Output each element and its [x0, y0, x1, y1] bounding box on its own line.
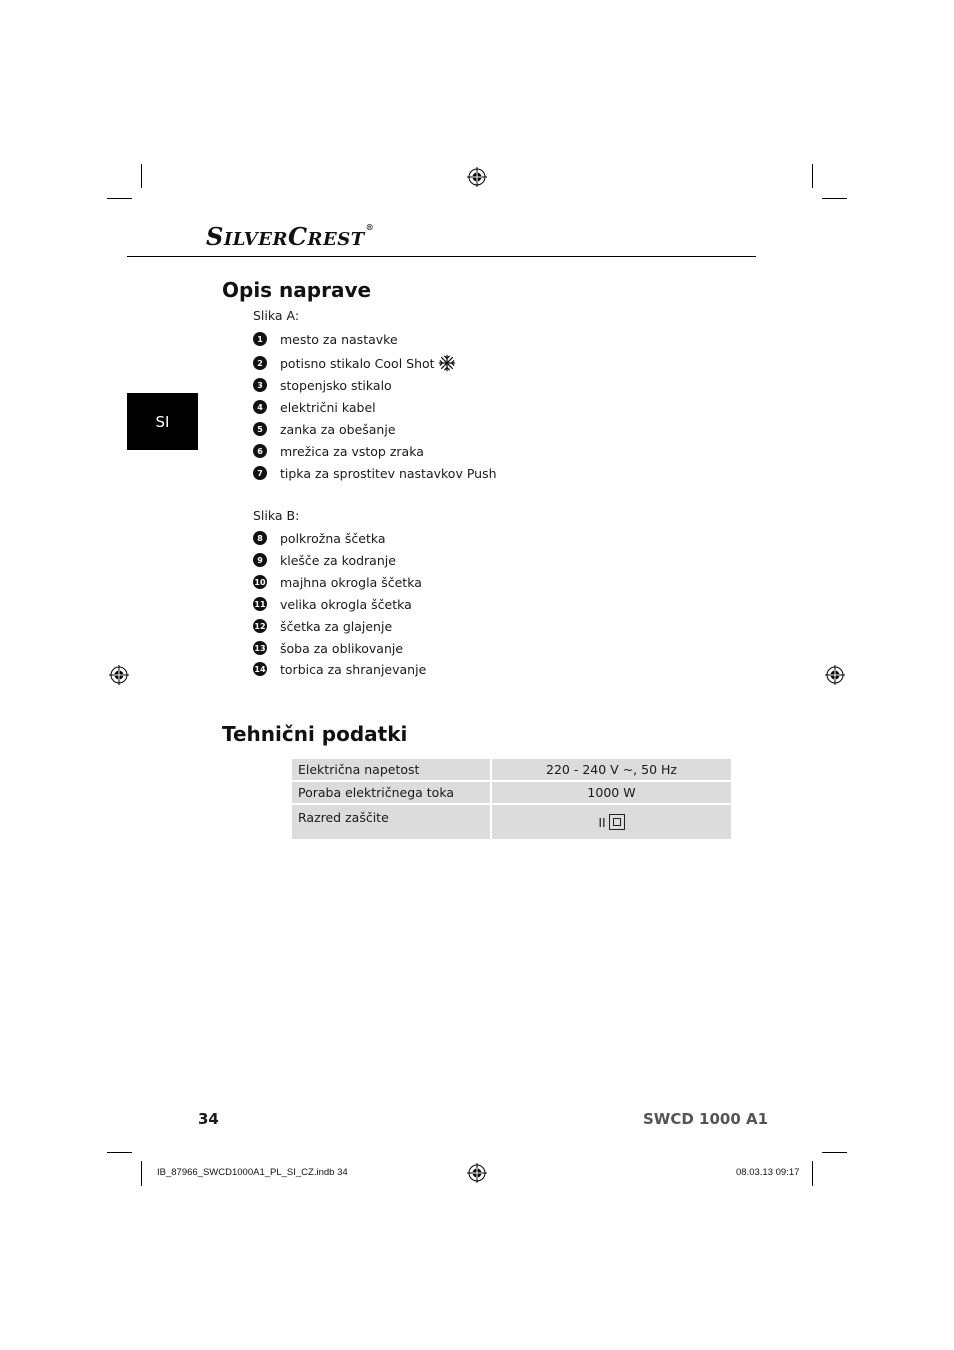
list-item	[253, 376, 392, 394]
crop-mark	[812, 164, 813, 188]
crop-mark	[141, 164, 142, 188]
item-number: 8	[253, 531, 267, 545]
protection-class-text: II	[598, 814, 606, 830]
print-slug-file: IB_87966_SWCD1000A1_PL_SI_CZ.indb 34	[157, 1167, 348, 1178]
item-number: 1	[253, 332, 267, 346]
item-label: ščetka za glajenje	[280, 618, 393, 634]
table-cell-value: 220 - 240 V ~, 50 Hz	[491, 758, 732, 781]
double-square-icon	[609, 814, 625, 830]
snowflake-icon	[438, 354, 456, 372]
item-number: 4	[253, 400, 267, 414]
item-label: klešče za kodranje	[280, 552, 396, 568]
list-item	[253, 595, 412, 613]
item-label: šoba za oblikovanje	[280, 640, 404, 656]
item-number: 11	[253, 597, 267, 611]
item-number: 6	[253, 444, 267, 458]
registration-mark-icon	[825, 665, 845, 685]
table-cell-value: 1000 W	[491, 781, 732, 804]
list-item	[253, 639, 403, 657]
item-number: 9	[253, 553, 267, 567]
item-label: torbica za shranjevanje	[280, 661, 427, 677]
item-label: stopenjsko stikalo	[280, 377, 392, 393]
list-item	[253, 442, 424, 460]
item-number: 12	[253, 619, 267, 633]
item-label: polkrožna ščetka	[280, 530, 386, 546]
list-item	[253, 617, 392, 635]
table-cell-label: Razred zaščite	[291, 804, 491, 840]
list-item	[253, 551, 396, 569]
item-label: mesto za nastavke	[280, 331, 398, 347]
item-label: velika okrogla ščetka	[280, 596, 412, 612]
print-slug-date: 08.03.13 09:17	[736, 1167, 800, 1178]
page-number: 34	[198, 1110, 219, 1128]
section-title-description: Opis naprave	[222, 278, 372, 302]
crop-mark	[822, 198, 847, 199]
model-name: SWCD 1000 A1	[643, 1110, 769, 1128]
figure-a-label: Slika A:	[253, 308, 300, 323]
crop-mark	[812, 1161, 813, 1186]
item-label: mrežica za vstop zraka	[280, 443, 424, 459]
crop-mark	[107, 198, 132, 199]
list-item	[253, 529, 386, 547]
table-row	[291, 781, 732, 804]
list-item	[253, 573, 422, 591]
table-row	[291, 804, 732, 840]
item-number: 13	[253, 641, 267, 655]
crop-mark	[141, 1161, 142, 1186]
table-cell-value	[491, 804, 732, 840]
crop-mark	[107, 1152, 132, 1153]
item-label: tipka za sprostitev nastavkov Push	[280, 465, 497, 481]
item-label: zanka za obešanje	[280, 421, 396, 437]
item-number: 7	[253, 466, 267, 480]
list-item	[253, 398, 376, 416]
brand-logo: SILVERCREST®	[206, 222, 375, 251]
crop-mark	[822, 1152, 847, 1153]
item-number: 5	[253, 422, 267, 436]
item-number: 3	[253, 378, 267, 392]
list-item	[253, 354, 456, 372]
item-number: 14	[253, 662, 267, 676]
table-cell-label: Poraba električnega toka	[291, 781, 491, 804]
item-label: potisno stikalo Cool Shot	[280, 355, 435, 371]
list-item	[253, 660, 426, 678]
table-row	[291, 758, 732, 781]
item-label: majhna okrogla ščetka	[280, 574, 422, 590]
registration-mark-icon	[109, 665, 129, 685]
header-rule	[127, 256, 756, 257]
section-title-technical-data: Tehnični podatki	[222, 722, 408, 746]
list-item	[253, 330, 398, 348]
item-label: električni kabel	[280, 399, 376, 415]
list-item	[253, 464, 497, 482]
item-number: 10	[253, 575, 267, 589]
item-number: 2	[253, 356, 267, 370]
list-item	[253, 420, 396, 438]
spec-table	[290, 757, 733, 841]
figure-b-label: Slika B:	[253, 508, 300, 523]
language-tab: SI	[127, 393, 198, 450]
table-cell-label: Električna napetost	[291, 758, 491, 781]
registration-mark-icon	[467, 167, 487, 187]
protection-class-symbol	[598, 814, 624, 830]
registration-mark-icon	[467, 1163, 487, 1183]
